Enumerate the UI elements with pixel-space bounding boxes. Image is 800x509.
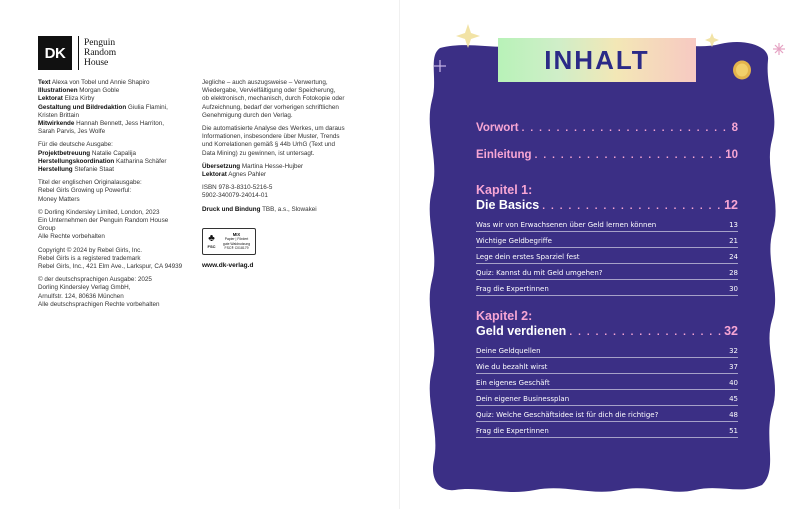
original-title-line: Rebel Girls Growing up Powerful: bbox=[38, 187, 132, 195]
toc-subentry[interactable]: Lege dein erstes Sparziel fest 24 bbox=[476, 248, 738, 264]
rights-line: Aufzeichnung, bedarf der vorherigen schriftlichen bbox=[202, 103, 339, 111]
toc-subentry[interactable]: Frag die Expertinnen 51 bbox=[476, 422, 738, 438]
rights-line: ob elektronisch, mechanisch, durch Fotokopie oder bbox=[202, 95, 345, 103]
toc-subentry[interactable]: Dein eigener Businessplan 45 bbox=[476, 390, 738, 406]
credit-line: Sarah Parvis, Jes Wolfe bbox=[38, 128, 106, 136]
copyright-line: Group bbox=[38, 225, 56, 233]
rights-line: Genehmigung durch den Verlag. bbox=[202, 111, 293, 119]
toc-page-number: 10 bbox=[725, 149, 738, 161]
toc-subentry[interactable]: Frag die Expertinnen 30 bbox=[476, 280, 738, 296]
copyright-line: Alle Rechte vorbehalten bbox=[38, 233, 105, 241]
rights-line: Jegliche – auch auszugsweise – Verwertung, bbox=[202, 79, 328, 86]
credit-line: Übersetzung Martina Hesse-Hujber bbox=[202, 162, 304, 170]
toc-entry-label: Einleitung bbox=[476, 149, 532, 161]
credit-line: Projektbetreuung Natalie Capalija bbox=[38, 149, 136, 157]
toc-subentry[interactable]: Was wir von Erwachsenen über Geld lernen können 13 bbox=[476, 216, 738, 232]
toc-title: INHALT bbox=[544, 44, 650, 75]
credit-line: Text Alexa von Tobel und Annie Shapiro bbox=[38, 79, 150, 86]
copyright-line: © Dorling Kindersley Limited, London, 2023 bbox=[38, 208, 160, 216]
tdm-line: Informationen, insbesondere über Muster, Trends bbox=[202, 133, 340, 141]
table-of-contents bbox=[476, 122, 738, 438]
sparkle-icon bbox=[773, 43, 785, 55]
publisher-line: Penguin bbox=[84, 38, 116, 48]
toc-subentry[interactable]: Wichtige Geldbegriffe 21 bbox=[476, 232, 738, 248]
toc-entry-label: Vorwort bbox=[476, 122, 519, 134]
publisher-url: www.dk-verlag.d bbox=[202, 262, 254, 269]
fsc-tree-icon: ♣ FSC bbox=[207, 233, 216, 249]
isbn-line: 5902-340079-24014-01 bbox=[202, 192, 268, 200]
toc-subentry[interactable]: Wie du bezahlt wirst 37 bbox=[476, 358, 738, 374]
print-line: Druck und Bindung TBB, a.s., Slowakei bbox=[202, 205, 317, 213]
toc-title-banner bbox=[498, 38, 696, 82]
dk-logo: DK bbox=[38, 36, 72, 70]
publisher-line: Random bbox=[84, 48, 117, 58]
toc-subentry[interactable]: Quiz: Kannst du mit Geld umgehen? 28 bbox=[476, 264, 738, 280]
chapter-title: Die Basics bbox=[476, 198, 540, 212]
chapter-title: Geld verdienen bbox=[476, 324, 567, 338]
dot-leader bbox=[569, 327, 721, 338]
credit-line: Herstellungskoordination Katharina Schäfer bbox=[38, 157, 167, 165]
tdm-line: Die automatisierte Analyse des Werkes, um daraus bbox=[202, 125, 345, 133]
toc-page-number: 8 bbox=[731, 122, 738, 134]
copyright-line: Copyright © 2024 by Rebel Girls, Inc. bbox=[38, 246, 143, 254]
original-title-line: Money Matters bbox=[38, 195, 80, 203]
toc-subentry[interactable]: Quiz: Welche Geschäftsidee ist für dich die richtige? 48 bbox=[476, 406, 738, 422]
dot-leader bbox=[542, 201, 721, 212]
tdm-line: Data Mining) zu gewinnen, ist untersagt. bbox=[202, 149, 315, 157]
toc-page-number: 32 bbox=[724, 324, 738, 338]
credit-line: Kristen Brittain bbox=[38, 111, 79, 119]
chapter-label: Kapitel 1: bbox=[476, 183, 533, 197]
credit-line: Gestaltung und Bildredaktion Giulia Flamini, bbox=[38, 103, 168, 111]
credit-line: Lektorat Eliza Kirby bbox=[38, 95, 95, 103]
copyright-line: Alle deutschsprachigen Rechte vorbehalten bbox=[38, 300, 160, 308]
copyright-line: Dorling Kindersley Verlag GmbH, bbox=[38, 284, 131, 292]
credit-line: Für die deutsche Ausgabe: bbox=[38, 141, 113, 149]
credit-line: Lektorat Agnes Pahler bbox=[202, 171, 267, 179]
copyright-line: Rebel Girls is a registered trademark bbox=[38, 254, 141, 262]
isbn-line: ISBN 978-3-8310-5216-5 bbox=[202, 184, 273, 192]
credit-line: Herstellung Stefanie Staat bbox=[38, 166, 114, 174]
toc-page-number: 12 bbox=[724, 198, 738, 212]
rights-line: Wiedergabe, Vervielfältigung oder Speicherung, bbox=[202, 87, 336, 95]
toc-entry-chapter-2[interactable] bbox=[476, 324, 738, 342]
toc-entry-vorwort[interactable] bbox=[476, 122, 738, 143]
tdm-line: und Korrelationen gemäß § 44b UrhG (Text und bbox=[202, 141, 336, 149]
fsc-text: MIX Papier | Fördert gute Waldnutzung FSC® C018179 bbox=[222, 231, 251, 250]
original-title-line: Titel der englischen Originalausgabe: bbox=[38, 179, 142, 187]
copyright-line: © der deutschsprachigen Ausgabe: 2025 bbox=[38, 276, 152, 284]
dot-leader bbox=[535, 150, 723, 161]
toc-subentry[interactable]: Deine Geldquellen 32 bbox=[476, 342, 738, 358]
coin-icon bbox=[733, 61, 751, 80]
toc-entry-chapter-1[interactable] bbox=[476, 198, 738, 216]
copyright-line: Ein Unternehmen der Penguin Random House bbox=[38, 217, 169, 225]
credit-line: Illustrationen Morgan Goble bbox=[38, 87, 120, 95]
publisher-line: House bbox=[84, 58, 109, 68]
copyright-line: Arnulfstr. 124, 80636 München bbox=[38, 292, 124, 300]
toc-subentry[interactable]: Ein eigenes Geschäft 40 bbox=[476, 374, 738, 390]
copyright-line: Rebel Girls, Inc., 421 Elm Ave., Larkspur, CA 94939 bbox=[38, 263, 183, 271]
dot-leader bbox=[522, 123, 729, 134]
credit-line: Mitwirkende Hannah Bennett, Jess Harriton, bbox=[38, 120, 164, 128]
fsc-label: FSC bbox=[207, 244, 216, 249]
sparkle-icon bbox=[456, 24, 480, 48]
toc-entry-einleitung[interactable] bbox=[476, 149, 738, 170]
chapter-label: Kapitel 2: bbox=[476, 309, 533, 323]
